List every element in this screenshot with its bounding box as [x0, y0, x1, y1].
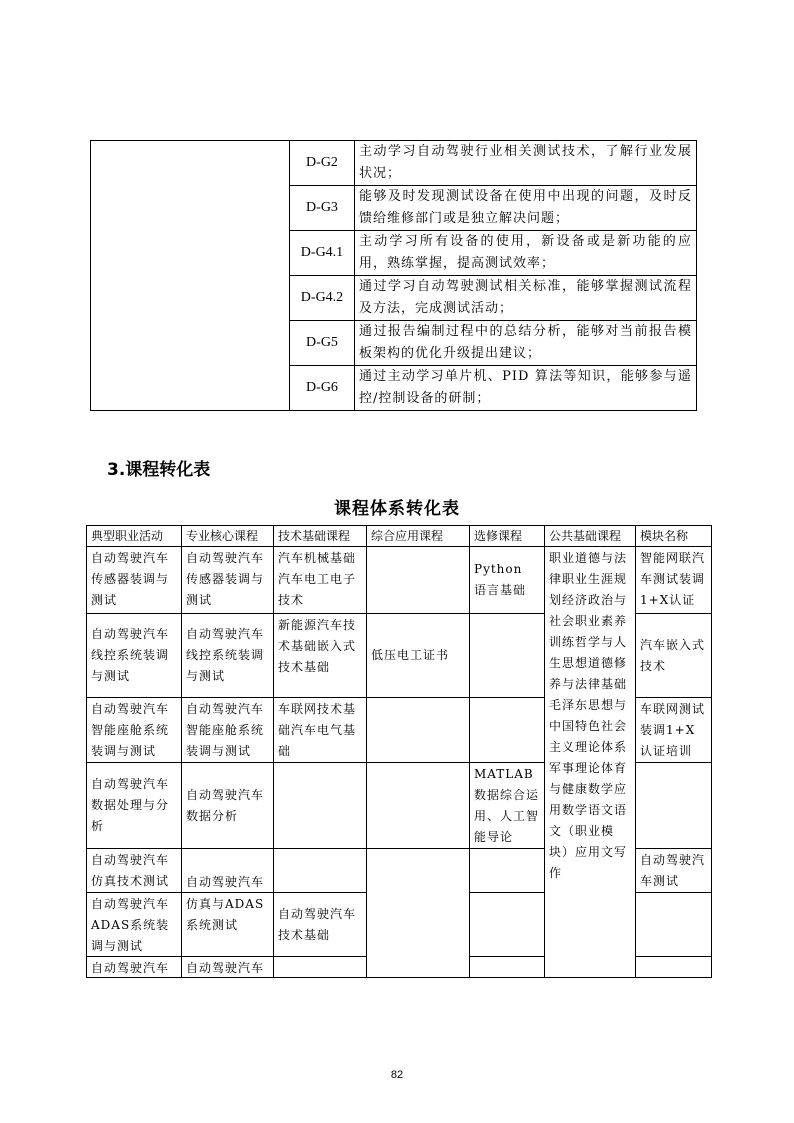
module-cell: 汽车嵌入式技术	[635, 613, 712, 697]
module-cell	[635, 956, 712, 978]
elective-course-cell	[469, 613, 544, 697]
header-cell: 技术基础课程	[273, 525, 366, 546]
activity-cell: 自动驾驶汽车数据处理与分析	[86, 762, 181, 848]
header-cell: 专业核心课程	[181, 525, 273, 546]
page-number: 82	[390, 1069, 404, 1081]
activity-cell: 自动驾驶汽车智能座舱系统装调与测试	[86, 697, 181, 762]
curriculum-table	[86, 525, 712, 978]
elective-course-cell	[469, 697, 544, 762]
header-cell: 综合应用课程	[366, 525, 469, 546]
competency-desc: 通过报告编制过程中的总结分析，能够对当前报告模板架构的优化升级提出建议；	[355, 321, 697, 366]
tech-course-cell: 车联网技术基础汽车电气基础	[273, 697, 366, 762]
core-course-cell: 自动驾驶汽车	[181, 848, 273, 892]
applied-course-cell	[366, 848, 469, 978]
module-cell: 自动驾驶汽车测试	[635, 848, 712, 892]
competency-code: D-G4.2	[290, 276, 355, 321]
core-course-cell: 自动驾驶汽车数据分析	[181, 762, 273, 848]
competency-code: D-G3	[290, 186, 355, 231]
competency-code: D-G6	[290, 366, 355, 411]
table-title: 课程体系转化表	[334, 499, 460, 519]
module-cell	[635, 762, 712, 848]
module-cell: 车联网测试装调1+X认证培训	[635, 697, 712, 762]
header-cell: 公共基础课程	[544, 525, 635, 546]
tech-course-cell: 自动驾驶汽车技术基础	[273, 892, 366, 956]
applied-course-cell	[366, 546, 469, 613]
public-course-cell: 职业道德与法律职业生涯规划经济政治与社会职业素养训练哲学与人生思想道德修养与法律基础毛泽东思想与中国特色社会主义理论体系军事理论体育与健康数学应用数学语文语文（职业模块）应用文写作	[544, 546, 635, 978]
competency-code: D-G4.1	[290, 231, 355, 276]
competency-desc: 通过主动学习单片机、PID 算法等知识，能够参与遥控/控制设备的研制；	[355, 366, 697, 411]
competency-table	[90, 140, 697, 411]
header-cell: 模块名称	[635, 525, 712, 546]
activity-cell: 自动驾驶汽车	[86, 956, 181, 978]
competency-desc: 主动学习所有设备的使用，新设备或是新功能的应用，熟练掌握，提高测试效率；	[355, 231, 697, 276]
core-course-cell: 自动驾驶汽车智能座舱系统装调与测试	[181, 697, 273, 762]
header-cell: 选修课程	[469, 525, 544, 546]
applied-course-cell: 低压电工证书	[366, 613, 469, 697]
applied-course-cell	[366, 697, 469, 762]
elective-course-cell	[469, 892, 544, 956]
elective-course-cell: MATLAB 数据综合运用、人工智能导论	[469, 762, 544, 848]
core-course-cell: 自动驾驶汽车线控系统装调与测试	[181, 613, 273, 697]
activity-cell: 自动驾驶汽车传感器装调与测试	[86, 546, 181, 613]
tech-course-cell	[273, 762, 366, 848]
tech-course-cell: 汽车机械基础汽车电工电子技术	[273, 546, 366, 613]
core-course-cell: 仿真与ADAS系统测试	[181, 892, 273, 956]
elective-course-cell: Python 语言基础	[469, 546, 544, 613]
elective-course-cell	[469, 956, 544, 978]
merged-blank-cell	[91, 141, 290, 411]
core-course-cell: 自动驾驶汽车	[181, 956, 273, 978]
competency-code: D-G2	[290, 141, 355, 186]
tech-course-cell	[273, 956, 366, 978]
module-cell	[635, 892, 712, 956]
section-heading: 3.课程转化表	[107, 460, 211, 480]
core-course-cell: 自动驾驶汽车传感器装调与测试	[181, 546, 273, 613]
applied-course-cell	[366, 762, 469, 848]
tech-course-cell	[273, 848, 366, 892]
module-cell: 智能网联汽车测试装调1+X认证	[635, 546, 712, 613]
activity-cell: 自动驾驶汽车仿真技术测试	[86, 848, 181, 892]
activity-cell: 自动驾驶汽车ADAS系统装调与测试	[86, 892, 181, 956]
header-cell: 典型职业活动	[86, 525, 181, 546]
tech-course-cell: 新能源汽车技术基础嵌入式技术基础	[273, 613, 366, 697]
activity-cell: 自动驾驶汽车线控系统装调与测试	[86, 613, 181, 697]
competency-desc: 主动学习自动驾驶行业相关测试技术，了解行业发展状况；	[355, 141, 697, 186]
competency-desc: 能够及时发现测试设备在使用中出现的问题，及时反馈给维修部门或是独立解决问题；	[355, 186, 697, 231]
competency-code: D-G5	[290, 321, 355, 366]
competency-desc: 通过学习自动驾驶测试相关标准，能够掌握测试流程及方法，完成测试活动；	[355, 276, 697, 321]
elective-course-cell	[469, 848, 544, 892]
